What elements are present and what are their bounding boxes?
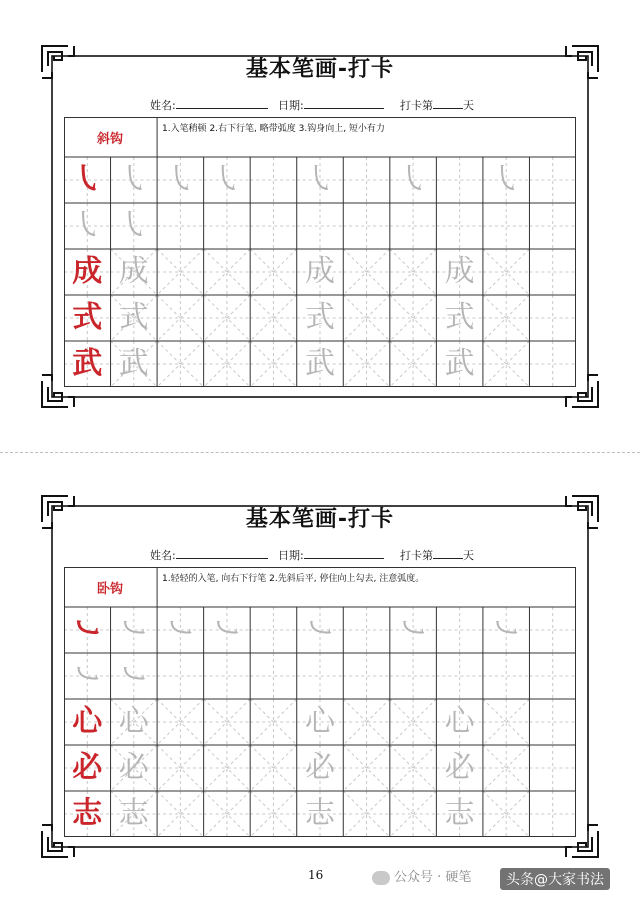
page-number: 16: [308, 868, 324, 882]
stroke-trace: ㇂: [398, 162, 429, 197]
stroke-trace: ㇂: [118, 208, 149, 243]
sheet-title: 基本笔画-打卡: [245, 507, 395, 532]
source-tag: 头条@大家书法: [500, 868, 610, 890]
practice-sheet-1: [38, 42, 602, 411]
wechat-icon: [372, 871, 390, 885]
writing-tips: 1.入笔稍顿 2.右下行笔, 略带弧度 3.钩身向上, 短小有力: [162, 124, 385, 134]
character-trace: 成: [118, 254, 149, 289]
stroke-trace: ㇃: [165, 612, 196, 647]
character-trace: 必: [304, 750, 335, 785]
character-trace: 必: [118, 750, 149, 785]
character-model: 心: [72, 704, 103, 739]
stroke-model: ㇃: [72, 612, 103, 647]
stroke-name: 卧钩: [96, 581, 123, 597]
character-trace: 志: [444, 796, 475, 831]
date-field[interactable]: 日期:: [278, 547, 384, 563]
stroke-trace: ㇂: [118, 162, 149, 197]
stroke-trace: ㇃: [72, 658, 103, 693]
name-field[interactable]: 姓名:: [150, 97, 268, 113]
stroke-trace: ㇂: [304, 162, 335, 197]
practice-grid: [64, 567, 576, 837]
character-trace: 必: [444, 750, 475, 785]
stroke-trace: ㇂: [72, 208, 103, 243]
sheet-title: 基本笔画-打卡: [245, 57, 395, 82]
character-trace: 成: [444, 254, 475, 289]
stroke-name: 斜钩: [96, 131, 123, 147]
character-trace: 式: [118, 300, 149, 335]
character-model: 必: [72, 750, 103, 785]
stroke-trace: ㇂: [211, 162, 242, 197]
page-divider: [0, 452, 640, 453]
stroke-model: ㇂: [72, 162, 103, 197]
character-trace: 心: [118, 704, 149, 739]
character-trace: 式: [304, 300, 335, 335]
practice-grid: [64, 117, 576, 387]
stroke-trace: ㇃: [211, 612, 242, 647]
writing-tips: 1.轻轻的入笔, 向右下行笔 2.先斜后平, 停住向上勾去, 注意弧度。: [162, 574, 425, 584]
stroke-trace: ㇂: [491, 162, 522, 197]
character-trace: 心: [444, 704, 475, 739]
character-model: 成: [72, 254, 103, 289]
character-trace: 志: [304, 796, 335, 831]
stroke-trace: ㇃: [491, 612, 522, 647]
character-trace: 武: [444, 346, 475, 381]
stroke-trace: ㇃: [304, 612, 335, 647]
character-trace: 志: [118, 796, 149, 831]
character-model: 武: [72, 346, 103, 381]
stroke-trace: ㇃: [398, 612, 429, 647]
character-trace: 武: [118, 346, 149, 381]
stroke-trace: ㇂: [165, 162, 196, 197]
character-trace: 武: [304, 346, 335, 381]
character-trace: 式: [444, 300, 475, 335]
character-trace: 成: [304, 254, 335, 289]
stroke-trace: ㇃: [118, 612, 149, 647]
name-field[interactable]: 姓名:: [150, 547, 268, 563]
practice-sheet-2: [38, 492, 602, 861]
character-trace: 心: [304, 704, 335, 739]
checkin-field[interactable]: 打卡第 天: [400, 99, 474, 112]
character-model: 式: [72, 300, 103, 335]
stroke-trace: ㇃: [118, 658, 149, 693]
character-model: 志: [72, 796, 103, 831]
watermark: 公众号 · 硬笔: [372, 866, 471, 885]
checkin-field[interactable]: 打卡第 天: [400, 549, 474, 562]
date-field[interactable]: 日期:: [278, 97, 384, 113]
